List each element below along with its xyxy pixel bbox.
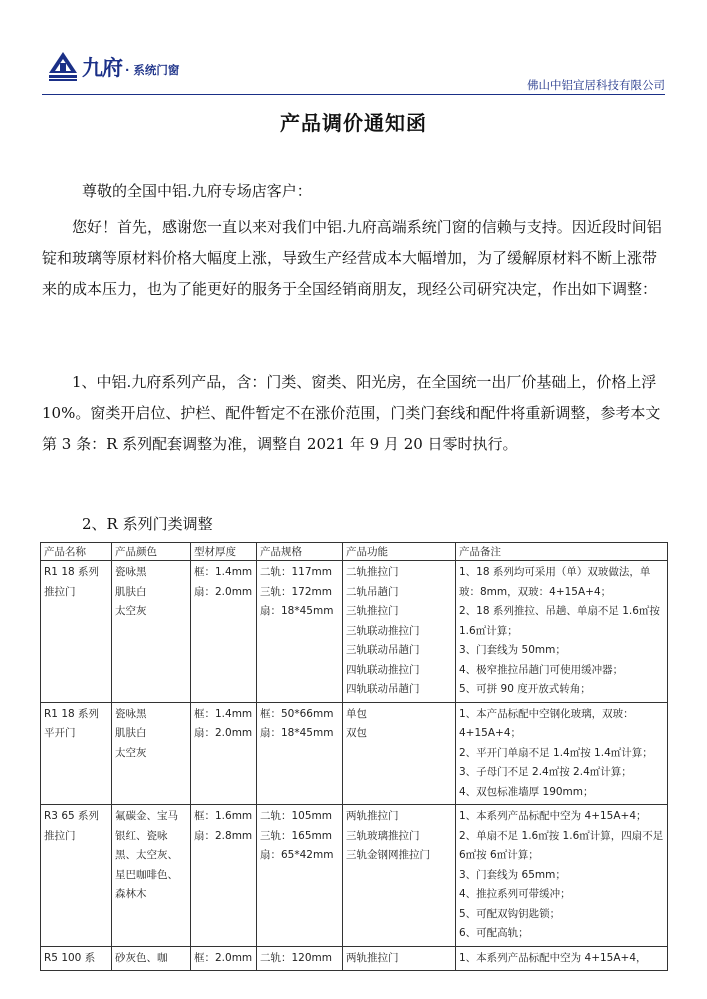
cell-product-notes-line: 3、子母门不足 2.4㎡按 2.4㎡计算；: [459, 766, 632, 778]
cell-product-name: [41, 805, 112, 947]
cell-product-color-line: 瓷咏黑: [115, 707, 147, 720]
cell-product-notes-line: 2、18 系列推拉、吊趟、单扇不足 1.6㎡按 1.6㎡计算；: [459, 605, 660, 637]
zhonglv-logo-icon: [48, 51, 78, 83]
table-row: [41, 561, 668, 703]
cell-product-name: [41, 561, 112, 703]
cell-product-function: [343, 561, 456, 703]
cell-product-function-line: 单包: [346, 707, 367, 720]
salutation: 尊敬的全国中铝.九府专场店客户：: [82, 182, 312, 200]
cell-product-spec-line: 框：50*66mm: [260, 707, 334, 720]
cell-product-function-line: 四轨联动推拉门: [346, 663, 420, 676]
cell-product-spec: [257, 946, 343, 971]
cell-product-color: [112, 946, 191, 971]
cell-product-spec: [257, 702, 343, 805]
cell-product-function-line: 二轨吊趟门: [346, 585, 399, 598]
cell-profile-thickness-line: 框：1.4mm: [194, 566, 253, 578]
cell-product-notes: [456, 946, 668, 971]
cell-product-notes-line: 5、可拼 90 度开放式转角；: [459, 683, 591, 695]
cell-product-color: [112, 805, 191, 947]
cell-product-notes-line: 2、单扇不足 1.6㎡按 1.6㎡计算，四扇不足 6㎡按 6㎡计算；: [459, 829, 664, 861]
cell-product-name: [41, 946, 112, 971]
header-product-function: 产品功能: [343, 543, 456, 561]
cell-product-spec-line: 二轨：120mm: [260, 951, 332, 964]
cell-product-function-line: 双包: [346, 727, 367, 739]
cell-product-name-line: 推拉门: [44, 829, 76, 842]
cell-product-spec-line: 扇：65*42mm: [260, 849, 334, 861]
cell-product-color-line: 太空灰: [115, 605, 147, 617]
cell-product-notes-line: 1、本系列产品标配中空为 4+15A+4；: [459, 810, 647, 822]
cell-product-spec-line: 三轨：172mm: [260, 585, 332, 598]
company-logo: [48, 50, 179, 84]
header-profile-thickness: 型材厚度: [191, 543, 257, 561]
paragraph-intro: 您好！首先，感谢您一直以来对我们中铝.九府高端系统门窗的信赖与支持。因近段时间铝锭和玻璃等原材料价格大幅度上涨，导致生产经营成本大幅增加，为了缓解原材料不断上涨带来的成本压力，也为了能更好的服务于全国经销商朋友，现经公司研究决定，作出如下调整：: [42, 218, 662, 298]
cell-product-function-line: 两轨推拉门: [346, 810, 399, 822]
cell-product-function-line: 两轨推拉门: [346, 951, 399, 964]
cell-product-spec: [257, 805, 343, 947]
cell-product-name-line: R3 65 系列: [44, 810, 100, 822]
cell-product-function-line: 四轨联动吊趟门: [346, 683, 420, 695]
cell-product-color: [112, 561, 191, 703]
section-heading: 2、R 系列门类调整: [82, 515, 213, 533]
paragraph-adjustment: 1、中铝.九府系列产品，含：门类、窗类、阳光房，在全国统一出厂价基础上，价格上浮 10%。窗类开启位、护栏、配件暂定不在涨价范围，门类门套线和配件将重新调整，参考本文第 3 条：R 系列配套调整为准，调整自 2021 年 9 月 20 日零时执行。: [42, 373, 661, 453]
cell-product-function: [343, 946, 456, 971]
brand-subtitle: · 系统门窗: [125, 63, 180, 77]
cell-product-notes-line: 3、门套线为 65mm；: [459, 868, 566, 881]
cell-product-notes-line: 4、推拉系列可带缓冲；: [459, 888, 571, 900]
cell-product-spec-line: 三轨：165mm: [260, 829, 332, 842]
cell-product-name-line: R1 18 系列: [44, 566, 100, 578]
cell-product-notes: [456, 805, 668, 947]
cell-product-spec-line: 扇：18*45mm: [260, 605, 334, 617]
cell-product-notes-line: 4、极窄推拉吊趟门可使用缓冲器；: [459, 663, 624, 676]
cell-product-function-line: 二轨推拉门: [346, 566, 399, 578]
table-row: [41, 946, 668, 971]
cell-product-color-line: 瓷咏黑: [115, 566, 147, 578]
cell-product-notes-line: 1、本产品标配中空钢化玻璃，双玻：4+15A+4；: [459, 707, 634, 739]
cell-product-notes-line: 3、门套线为 50mm；: [459, 644, 566, 656]
cell-product-function-line: 三轨推拉门: [346, 605, 399, 617]
cell-profile-thickness: [191, 702, 257, 805]
header-divider: [42, 94, 665, 95]
cell-profile-thickness-line: 扇：2.8mm: [194, 829, 253, 842]
cell-product-name-line: 平开门: [44, 727, 76, 739]
cell-product-notes-line: 2、平开门单扇不足 1.4㎡按 1.4㎡计算；: [459, 746, 653, 759]
cell-profile-thickness-line: 框：1.4mm: [194, 707, 253, 720]
cell-product-color: [112, 702, 191, 805]
cell-product-spec-line: 扇：18*45mm: [260, 727, 334, 739]
cell-product-spec-line: 二轨：105mm: [260, 810, 332, 822]
header-product-color: 产品颜色: [112, 543, 191, 561]
header-product-notes: 产品备注: [456, 543, 668, 561]
cell-product-notes-line: 4、双包标准墙厚 190mm；: [459, 785, 594, 798]
cell-product-spec-line: 二轨：117mm: [260, 566, 332, 578]
table-row: [41, 805, 668, 947]
cell-product-notes: [456, 561, 668, 703]
cell-product-function: [343, 702, 456, 805]
cell-product-color-line: 氟碳金、宝马银红、瓷咏黑、太空灰、星巴咖啡色、森林木: [115, 810, 178, 900]
cell-product-color-line: 肌肤白: [115, 727, 147, 739]
cell-product-notes-line: 5、可配双钩钥匙锁；: [459, 907, 561, 920]
letterhead: [0, 0, 707, 100]
cell-product-color-line: 砂灰色、咖: [115, 951, 168, 964]
cell-profile-thickness: [191, 805, 257, 947]
cell-profile-thickness-line: 扇：2.0mm: [194, 727, 253, 739]
cell-product-color-line: 太空灰: [115, 746, 147, 759]
cell-product-name: [41, 702, 112, 805]
cell-product-notes-line: 1、18 系列均可采用（单）双玻做法，单玻：8mm，双玻：4+15A+4；: [459, 566, 651, 598]
header-product-spec: 产品规格: [257, 543, 343, 561]
table-row: [41, 702, 668, 805]
cell-profile-thickness-line: 框：1.6mm: [194, 810, 253, 822]
table-header-row: [41, 543, 668, 561]
cell-product-function-line: 三轨金钢网推拉门: [346, 849, 430, 861]
cell-product-name-line: 推拉门: [44, 585, 76, 598]
cell-profile-thickness: [191, 946, 257, 971]
brand-name: 九府: [82, 56, 122, 80]
cell-product-function-line: 三轨联动推拉门: [346, 624, 420, 637]
cell-product-notes: [456, 702, 668, 805]
cell-product-notes-line: 6、可配高轨；: [459, 927, 529, 939]
cell-product-notes-line: 1、本系列产品标配中空为 4+15A+4，: [459, 951, 647, 964]
cell-profile-thickness-line: 框：2.0mm: [194, 951, 253, 964]
header-product-name: 产品名称: [41, 543, 112, 561]
cell-product-name-line: R5 100 系: [44, 951, 96, 964]
cell-product-spec: [257, 561, 343, 703]
document-title: 产品调价通知函: [280, 111, 427, 135]
price-adjustment-table: [40, 542, 668, 971]
cell-profile-thickness-line: 扇：2.0mm: [194, 585, 253, 598]
cell-product-name-line: R1 18 系列: [44, 707, 100, 720]
cell-product-function-line: 三轨联动吊趟门: [346, 644, 420, 656]
cell-product-function-line: 三轨玻璃推拉门: [346, 829, 420, 842]
cell-product-color-line: 肌肤白: [115, 585, 147, 598]
cell-profile-thickness: [191, 561, 257, 703]
company-name: 佛山中铝宜居科技有限公司: [527, 78, 665, 92]
cell-product-function: [343, 805, 456, 947]
